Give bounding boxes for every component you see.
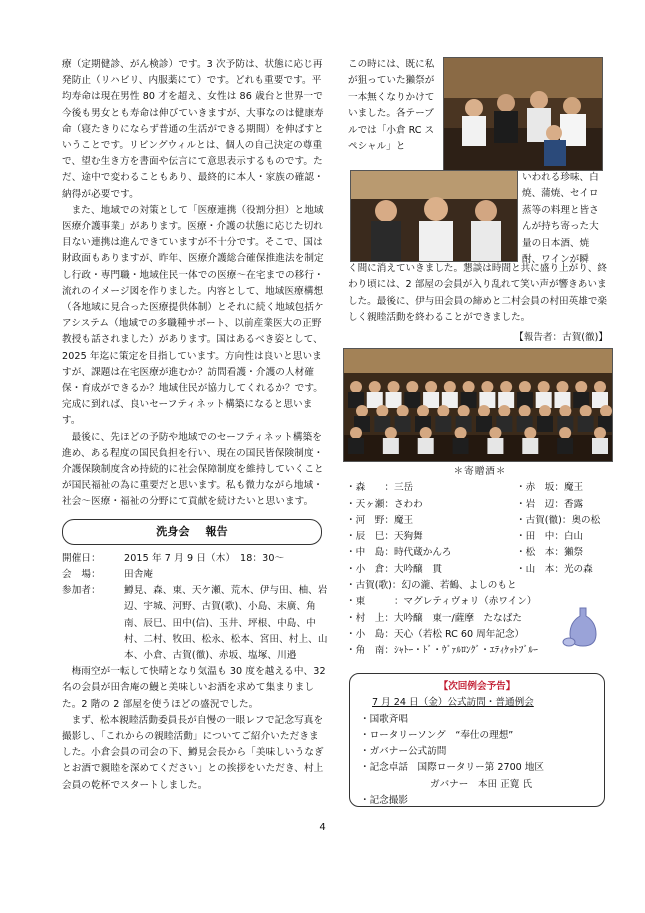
person-head [385, 427, 397, 439]
person-body [578, 416, 594, 432]
person-body [554, 392, 570, 408]
paragraph: 療（定期健診、がん検診）です。3 次予防は、状態に応じ再発防止（リハビリ、内服薬にて）です。どれも重要です。平均寿命は現在男性 80 才を超え、女性は 86 歳台と世界一で今後も男女とも寿命は伸びていきますが、大事なのは健康寿命（寝たきりにならず普通の生活ができる期間）を伸ばすということです。リビングウィルとは、個人の自己決定の尊重で、望む生き方を書面や伝言にて意思表示するものです。ただ、途中で変わることもあり、最終的に本人・家族の確認・納得が必要です。 [62, 59, 324, 200]
date-label: 開催日： [62, 552, 101, 564]
person-body [537, 416, 553, 432]
person-head [388, 381, 400, 393]
person-head [417, 405, 429, 417]
group-photo-2 [350, 170, 518, 262]
person-head [600, 405, 612, 417]
person-head [478, 405, 490, 417]
person-head [498, 405, 510, 417]
paragraph: 最後に、先ほどの予防や地域でのセーフティネット構築を進め、ある程度の国民負担を行い、現在の国民皆保険制度・介護保険制度含め持続的に社会保障制度を維持していくことが国民福祉の為に重要だと思います。私も微力ながら地域・社会～医療・福祉の分野にて貢献を続けたいと思います。 [62, 431, 324, 508]
person-head [463, 381, 475, 393]
person-head [376, 405, 388, 417]
sake-bottle-icon [560, 604, 604, 648]
group-photo-1 [443, 57, 603, 171]
person-head [455, 427, 467, 439]
person-head [489, 427, 501, 439]
person-head [444, 381, 456, 393]
reporter: 【報告者：古賀(徹)】 [514, 332, 608, 343]
section-title: 洗身会 [156, 524, 190, 538]
person-head [539, 405, 551, 417]
person-head [519, 381, 531, 393]
person-head [580, 405, 592, 417]
person-head [437, 405, 449, 417]
person-body [383, 438, 399, 454]
gift-item: ・岩 辺：香露 [516, 498, 584, 510]
gift-item: ・河 野：魔王 [346, 514, 414, 526]
right-text-2: いわれる珍味、白焼、蒲焼、セイロ蒸等の料理と皆さんが持ち寄った大量の日本酒、焼酎、ワインが瞬 [522, 172, 599, 266]
person-head [524, 427, 536, 439]
person-body [386, 392, 402, 408]
notice-item: ・記念撮影 [360, 795, 408, 807]
person-head [350, 427, 362, 439]
notice-list [350, 712, 604, 810]
gift-item: ・森 ：三岳 [346, 482, 414, 494]
person-body [522, 438, 538, 454]
person-head [575, 381, 587, 393]
person-head [369, 381, 381, 393]
person-body [476, 416, 492, 432]
person-body [453, 438, 469, 454]
notice-title: 【次回例会予告】 [438, 681, 516, 692]
gift-item: ・辰 巳：天狗舞 [346, 531, 423, 543]
section-heading [62, 519, 322, 545]
paragraph: また、地域での対策として「医療連携（役割分担）と地域医療介護事業」があります。医療・介護の状態に応じた切れ目ない連携は進んできていますが不十分です。そこで、国は財政面もありますが、昨年、医療介護総合確保推進法を制定し行政・専門職・地域住民一体での医療～在宅までの移行・流れのイメージ図を作りました。内容として、地域医療構想（各地域に見合った医療提供体制）とそれに続く地域包括ケアシステム（地域での多職種サポート、以前産業医大の正野教授も話されました）があります。国はあるべき姿として、2025 年迄に策定を目指しています。方向性は良いと思いますが、課題は在宅医療が進むか？訪問看護・介護の人材確保・育成ができるか？地域住民が協力してくれるか？です。完成に到れば、良いセーフティネット構築になると思います。 [62, 204, 324, 427]
person-head [500, 381, 512, 393]
date-value: 2015 年 7 月 9 日（木） 18：30～ [124, 552, 285, 564]
person-head [397, 405, 409, 417]
person-body [418, 438, 434, 454]
gift-list-title: ＊寄贈酒＊ [453, 466, 507, 477]
person-head [559, 427, 571, 439]
gift-list-right [516, 480, 600, 578]
gift-item: ・山 本：光の森 [516, 563, 593, 575]
section-suffix: 報告 [205, 524, 228, 538]
notice-item: ・ガバナー公式訪問 [360, 746, 447, 758]
gift-item: ・中 島：時代蔵かんろ [346, 547, 452, 559]
person-head [350, 381, 362, 393]
notice-item: ・記念卓話 国際ロータリー第 2700 地区 [360, 762, 545, 774]
report-paragraph: 梅雨空が一転して快晴となり気温も 30 度を越える中、32 名の会員が田舎庵の鰻と美味しいお酒を求めて集まりました。2 階の 2 部屋を使うほどの盛況でした。 [62, 666, 326, 710]
venue-label: 会 場： [62, 568, 101, 580]
event-date [62, 551, 328, 567]
gift-list-left [346, 480, 516, 578]
person-head [519, 405, 531, 417]
right-text-3: く間に消えていきました。懇談は時間と共に盛り上がり、終わり頃には、2 部屋の会員が入り乱れて笑い声が響きあいました。最後に、伊与田会員の締めと二村会員の村田英雄で楽しく親睦活動を終わることができました。 [348, 263, 608, 324]
person-head [594, 381, 606, 393]
person-head [556, 381, 568, 393]
page-number: 4 [319, 822, 326, 833]
person-head [481, 381, 493, 393]
person-head [356, 405, 368, 417]
left-column [62, 57, 328, 794]
person-body [487, 438, 503, 454]
person-body [592, 438, 608, 454]
right-text-1: この時には、既に私が狙っていた獺祭が一本無くなりかけていました。各テーブルでは「小倉 RC スペシャル」と [348, 59, 435, 153]
gift-item: ・田 中：白山 [516, 531, 584, 543]
participants-label: 参加者： [62, 585, 101, 597]
gift-item: ・古賀(歌)：幻の瀧、若鶴、よしのもと [346, 580, 517, 592]
person-head [406, 381, 418, 393]
notice-date: 7 月 24 日（金）公式訪問・普通例会 [372, 697, 534, 709]
person-head [559, 405, 571, 417]
event-participants [62, 583, 328, 664]
report-paragraph: まず、松本親睦活動委員長が自慢の一眼レフで記念写真を撮影し、「これからの親睦活動」についてご紹介いただきました。小倉会員の司会の下、鱒見会長から「美味しいうなぎとお酒で親睦を深めてください」との挨拶をいただき、村上会員の乾杯でスタートしました。 [62, 714, 324, 791]
notice-item: ・ロータリーソング “奉仕の理想” [360, 729, 514, 741]
person-head [538, 381, 550, 393]
person-head [594, 427, 606, 439]
gift-item: ・村 上：大吟醸 東一/薩摩 たなばた [346, 612, 522, 624]
next-meeting-notice [349, 673, 605, 807]
venue-value: 田舎庵 [124, 568, 154, 580]
gift-item: ・古賀(徹)：奥の松 [516, 514, 601, 526]
gift-item: ・小 島：天心（若松 RC 60 周年記念） [346, 628, 525, 640]
notice-item: ガバナー 本田 正寛 氏 [430, 778, 533, 790]
notice-item: ・国歌斉唱 [360, 713, 408, 725]
person-body [395, 416, 411, 432]
person-head [420, 427, 432, 439]
gift-item: ・松 本：獺祭 [516, 547, 584, 559]
person-head [425, 381, 437, 393]
person-head [458, 405, 470, 417]
person-body [557, 438, 573, 454]
participants-value: 鱒見、森、東、天ケ瀬、荒木、伊与田、柚、岩辺、宇城、河野、古賀(歌)、小島、末廣、角南、辰巳、田中(信)、玉井、坪根、中島、中村、二村、牧田、松永、松本、宮田、村上、山本、小倉、古賀(徹)、赤坂、塩塚、川邉 [124, 585, 328, 661]
person-body [435, 416, 451, 432]
person-body [404, 392, 420, 408]
gift-item: ・赤 坂：魔王 [516, 482, 584, 494]
gift-item: ・小 倉：大吟醸 貫 [346, 563, 442, 575]
event-venue [62, 567, 328, 583]
gift-item: ・角 南：ｼｬﾄｰ・ﾄﾞ・ｳﾞｧﾙﾛﾝｸﾞ・ｴﾃｨｹｯﾄﾌﾞﾙｰ [346, 645, 538, 657]
gift-item: ・東 ：マグレティヴォリ（赤ワイン） [346, 596, 537, 608]
group-photo-3 [343, 348, 613, 462]
gift-item: ・天ヶ瀬：さわわ [346, 498, 423, 510]
person-body [348, 438, 364, 454]
